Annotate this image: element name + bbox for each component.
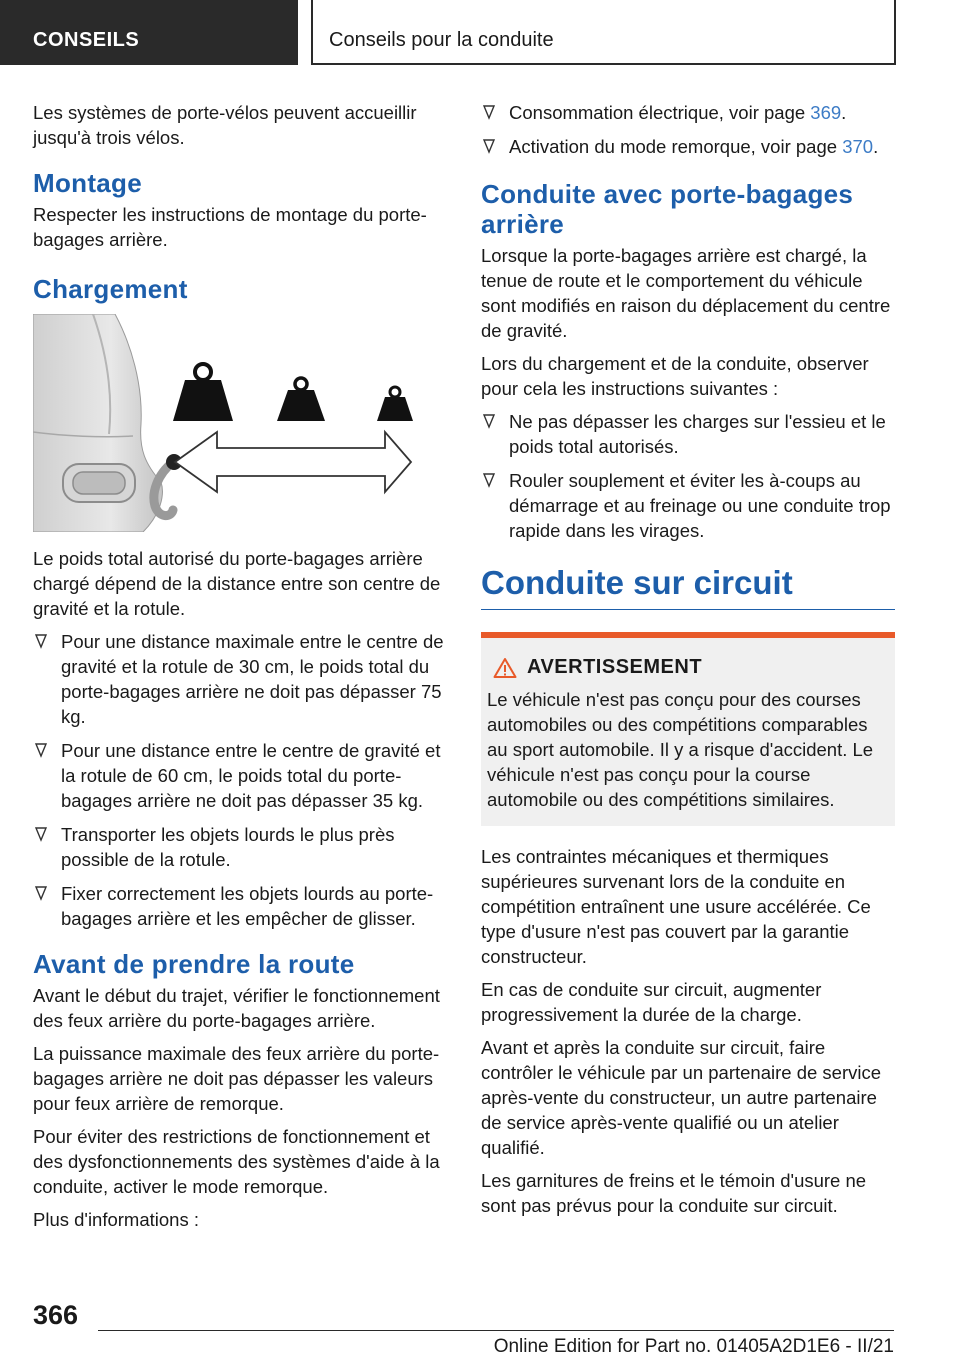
triangle-bullet-icon [483,472,495,488]
list-item [33,629,448,729]
montage-heading: Montage [33,168,142,198]
list-item-text: Pour une distance maximale entre le centre de gravité et la rotule de 30 cm, le poids total du porte-bagages arrière ne doit pas dépasser 75 kg. [61,631,444,727]
conduite-pb-paragraph-1: Lorsque la porte-bagages arrière est chargé, la tenue de route et le comportement du véhicule sont modifiés en raison du déplacement du centre de gravité. [481,245,891,341]
avant-paragraph-3: Pour éviter des restrictions de fonctionnement et des dysfonctionnements des systèmes d'aide à la conduite, activer le mode remorque. [33,1126,440,1197]
circuit-paragraph-1: Les contraintes mécaniques et thermiques supérieures survenant lors de la conduite en compétition entraînent une usure accélérée. Ce type d'usure n'est pas couvert par la garantie constructeur. [481,846,871,967]
list-item [481,468,895,543]
triangle-bullet-icon [35,885,47,901]
page-link-369[interactable]: 369 [810,102,842,123]
header-section-tab: CONSEILS [0,0,298,65]
warning-title [493,656,885,679]
list-item-text: Ne pas dépasser les charges sur l'essieu et le poids total autorisés. [509,411,886,457]
footer-edition: Online Edition for Part no. 01405A2D1E6 - II/21 [493,1336,894,1357]
chargement-paragraph: Le poids total autorisé du porte-bagages arrière chargé dépend de la distance entre son centre de gravité et la rotule. [33,548,441,619]
montage-paragraph: Respecter les instructions de montage du porte-bagages arrière. [33,204,427,250]
avant-paragraph-2: La puissance maximale des feux arrière du porte-bagages arrière ne doit pas dépasser les valeurs pour feux arrière de remorque. [33,1043,440,1114]
bumper-weights-arrow-illustration [33,314,448,532]
triangle-bullet-icon [35,826,47,842]
avant-paragraph-4: Plus d'informations : [33,1209,199,1230]
load-distance-illustration [33,314,448,532]
period: . [841,102,847,123]
intro-paragraph: Les systèmes de porte-vélos peuvent accueillir jusqu'à trois vélos. [33,102,417,148]
list-item-text: Pour une distance entre le centre de gravité et la rotule de 60 cm, le poids total du porte-bagages arrière ne doit pas dépasser 35 kg. [61,740,441,811]
footer-divider [98,1330,894,1331]
left-column [33,100,448,1240]
list-item [481,409,895,459]
circuit-paragraph-2: En cas de conduite sur circuit, augmenter progressivement la durée de la charge. [481,979,822,1025]
conduite-porte-bagages-heading: Conduite avec porte-bagages arrière [481,179,854,239]
triangle-bullet-icon [483,104,495,120]
reference-text: Consommation électrique, voir page [509,102,811,123]
warning-text: Le véhicule n'est pas conçu pour des courses automobiles ou des compétitions comparables au sport automobile. Il y a risque d'accident. Le véhicule n'est pas conçu pour la course automobile ou des compétitions similaires. [487,689,874,810]
conduite-pb-paragraph-2: Lors du chargement et de la conduite, observer pour cela les instructions suivantes : [481,353,869,399]
warning-triangle-icon [493,657,517,679]
right-column [481,100,895,1226]
reference-list [481,100,895,159]
reference-text: Activation du mode remorque, voir page [509,136,843,157]
circuit-paragraph-4: Les garnitures de freins et le témoin d'usure ne sont pas prévus pour la conduite sur circuit. [481,1170,867,1216]
list-item [481,100,895,125]
avant-paragraph-1: Avant le début du trajet, vérifier le fonctionnement des feux arrière du porte-bagages arrière. [33,985,440,1031]
list-item-text: Transporter les objets lourds le plus près possible de la rotule. [61,824,395,870]
list-item [33,738,448,813]
circuit-paragraph-3: Avant et après la conduite sur circuit, faire contrôler le véhicule par un partenaire de service après-vente du constructeur, un autre partenaire de service après-vente qualifié ou un atelier qualifié. [481,1037,882,1158]
list-item-text: Fixer correctement les objets lourds au porte-bagages arrière et les empêcher de glisser. [61,883,434,929]
triangle-bullet-icon [35,742,47,758]
triangle-bullet-icon [483,138,495,154]
list-item-text: Rouler souplement et éviter les à-coups au démarrage et au freinage ou une conduite trop rapide dans les virages. [509,470,891,541]
avant-heading: Avant de prendre la route [33,949,355,979]
page-number: 366 [33,1300,79,1330]
warning-title-text: AVERTISSEMENT [527,656,703,678]
conduite-pb-bullet-list [481,409,895,543]
conduite-circuit-heading: Conduite sur circuit [481,563,895,610]
list-item [33,822,448,872]
list-item [33,881,448,931]
chargement-heading: Chargement [33,274,188,304]
triangle-bullet-icon [35,633,47,649]
period: . [873,136,879,157]
chargement-bullet-list [33,629,448,931]
header-chapter-title: Conseils pour la conduite [311,0,896,65]
list-item [481,134,895,159]
triangle-bullet-icon [483,413,495,429]
page-link-370[interactable]: 370 [842,136,874,157]
warning-box [481,632,895,826]
